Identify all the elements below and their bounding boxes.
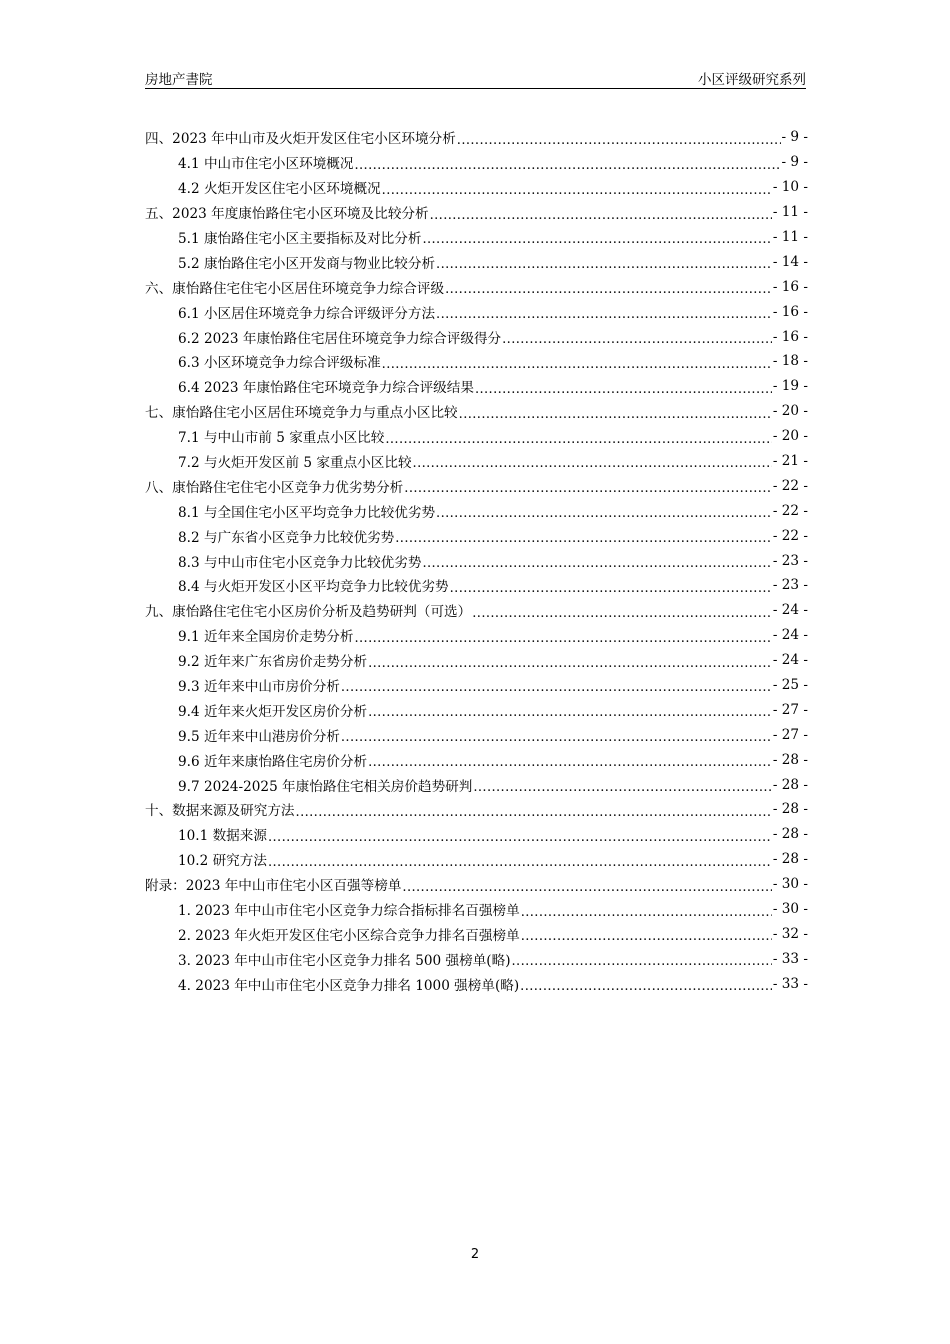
toc-entry-title: 9.6 近年来康怡路住宅房价分析	[178, 753, 368, 770]
toc-dot-leader	[445, 283, 772, 299]
toc-entry[interactable]	[145, 399, 808, 424]
toc-subentry[interactable]	[145, 150, 808, 175]
toc-subentry[interactable]	[145, 299, 808, 324]
toc-page-number: - 28 -	[772, 801, 808, 818]
toc-dot-leader	[382, 358, 772, 374]
toc-page-number: - 9 -	[781, 129, 808, 146]
toc-page-number: - 24 -	[772, 602, 808, 619]
toc-entry-title: 4.2 火炬开发区住宅小区环境概况	[178, 181, 381, 198]
toc-subentry[interactable]	[145, 971, 808, 996]
toc-entry-title: 四、2023 年中山市及火炬开发区住宅小区环境分析	[145, 131, 456, 148]
toc-subentry[interactable]	[145, 747, 808, 772]
toc-entry[interactable]	[145, 473, 808, 498]
toc-dot-leader	[512, 955, 772, 971]
toc-page-number: - 22 -	[772, 477, 808, 494]
toc-dot-leader	[436, 308, 772, 324]
toc-subentry[interactable]	[145, 523, 808, 548]
toc-dot-leader	[341, 681, 772, 697]
toc-page-number: - 19 -	[772, 378, 808, 395]
toc-entry-title: 3. 2023 年中山市住宅小区竞争力排名 500 强榜单(略)	[178, 952, 511, 969]
toc-dot-leader	[368, 706, 772, 722]
toc-subentry[interactable]	[145, 772, 808, 797]
toc-entry-title: 九、康怡路住宅住宅小区房价分析及趋势研判（可选）	[145, 604, 472, 621]
header-left-title: 房地产書院	[145, 72, 213, 88]
toc-dot-leader	[341, 731, 772, 747]
toc-dot-leader	[436, 258, 772, 274]
table-of-contents	[145, 125, 808, 996]
toc-dot-leader	[268, 831, 772, 847]
toc-dot-leader	[422, 233, 771, 249]
toc-subentry[interactable]	[145, 498, 808, 523]
toc-subentry[interactable]	[145, 374, 808, 399]
toc-page-number: - 28 -	[772, 776, 808, 793]
toc-dot-leader	[354, 632, 771, 648]
toc-entry-title: 9.4 近年来火炬开发区房价分析	[178, 703, 368, 720]
toc-subentry[interactable]	[145, 424, 808, 449]
toc-entry[interactable]	[145, 797, 808, 822]
toc-entry-title: 附录：2023 年中山市住宅小区百强等榜单	[145, 878, 402, 895]
toc-dot-leader	[520, 980, 772, 996]
toc-page-number: - 11 -	[772, 204, 808, 221]
toc-entry-title: 9.5 近年来中山港房价分析	[178, 728, 340, 745]
toc-entry-title: 8.4 与火炬开发区小区平均竞争力比较优劣势	[178, 579, 449, 596]
toc-dot-leader	[422, 557, 771, 573]
toc-page-number: - 23 -	[772, 577, 808, 594]
toc-dot-leader	[430, 209, 772, 225]
toc-dot-leader	[368, 657, 772, 673]
toc-entry-title: 七、康怡路住宅小区居住环境竞争力与重点小区比较	[145, 405, 458, 422]
toc-subentry[interactable]	[145, 847, 808, 872]
toc-dot-leader	[404, 482, 772, 498]
toc-dot-leader	[268, 856, 772, 872]
toc-subentry[interactable]	[145, 673, 808, 698]
toc-page-number: - 33 -	[772, 975, 808, 992]
toc-entry-title: 10.1 数据来源	[178, 828, 267, 845]
toc-subentry[interactable]	[145, 722, 808, 747]
toc-entry-title: 五、2023 年度康怡路住宅小区环境及比较分析	[145, 206, 429, 223]
toc-entry-title: 8.2 与广东省小区竞争力比较优劣势	[178, 529, 395, 546]
toc-entry-title: 8.1 与全国住宅小区平均竞争力比较优劣势	[178, 504, 436, 521]
toc-dot-leader	[502, 333, 772, 349]
toc-entry-title: 4.1 中山市住宅小区环境概况	[178, 156, 354, 173]
toc-dot-leader	[395, 532, 772, 548]
toc-subentry[interactable]	[145, 349, 808, 374]
toc-dot-leader	[521, 930, 772, 946]
toc-entry[interactable]	[145, 200, 808, 225]
toc-dot-leader	[459, 408, 772, 424]
toc-dot-leader	[450, 582, 772, 598]
toc-page-number: - 22 -	[772, 527, 808, 544]
toc-page-number: - 24 -	[772, 627, 808, 644]
toc-page-number: - 20 -	[772, 428, 808, 445]
toc-dot-leader	[413, 457, 772, 473]
toc-page-number: - 25 -	[772, 677, 808, 694]
toc-dot-leader	[368, 756, 772, 772]
toc-page-number: - 30 -	[772, 901, 808, 918]
toc-entry-title: 八、康怡路住宅住宅小区竞争力优劣势分析	[145, 479, 404, 496]
toc-subentry[interactable]	[145, 175, 808, 200]
toc-page-number: - 18 -	[772, 353, 808, 370]
toc-page-number: - 30 -	[772, 876, 808, 893]
toc-entry-title: 5.2 康怡路住宅小区开发商与物业比较分析	[178, 255, 436, 272]
toc-page-number: - 23 -	[772, 552, 808, 569]
toc-subentry[interactable]	[145, 822, 808, 847]
toc-page-number: - 16 -	[772, 303, 808, 320]
toc-page-number: - 24 -	[772, 652, 808, 669]
toc-page-number: - 27 -	[772, 701, 808, 718]
toc-entry-title: 十、数据来源及研究方法	[145, 803, 295, 820]
toc-entry-title: 6.4 2023 年康怡路住宅环境竞争力综合评级结果	[178, 380, 474, 397]
toc-dot-leader	[436, 507, 772, 523]
toc-entry-title: 5.1 康怡路住宅小区主要指标及对比分析	[178, 231, 422, 247]
toc-page-number: - 9 -	[781, 154, 808, 171]
toc-page-number: - 16 -	[772, 328, 808, 345]
toc-entry-title: 9.1 近年来全国房价走势分析	[178, 629, 354, 646]
toc-subentry[interactable]	[145, 648, 808, 673]
toc-entry-title: 8.3 与中山市住宅小区竞争力比较优劣势	[178, 554, 422, 571]
toc-subentry[interactable]	[145, 697, 808, 722]
toc-dot-leader	[473, 781, 772, 797]
toc-entry-title: 9.7 2024-2025 年康怡路住宅相关房价趋势研判	[178, 778, 473, 795]
toc-entry-title: 10.2 研究方法	[178, 853, 267, 870]
toc-subentry[interactable]	[145, 548, 808, 573]
toc-dot-leader	[354, 159, 780, 175]
toc-dot-leader	[402, 881, 771, 897]
toc-entry-title: 7.2 与火炬开发区前 5 家重点小区比较	[178, 455, 412, 472]
toc-entry-title: 9.2 近年来广东省房价走势分析	[178, 654, 368, 671]
toc-page-number: - 10 -	[772, 179, 808, 196]
toc-entry-title: 4. 2023 年中山市住宅小区竞争力排名 1000 强榜单(略)	[178, 977, 520, 994]
toc-page-number: - 28 -	[772, 751, 808, 768]
toc-page-number: - 20 -	[772, 403, 808, 420]
toc-page-number: - 32 -	[772, 925, 808, 942]
toc-dot-leader	[296, 806, 772, 822]
toc-subentry[interactable]	[145, 324, 808, 349]
toc-dot-leader	[475, 383, 772, 399]
toc-subentry[interactable]	[145, 449, 808, 474]
toc-page-number: - 11 -	[772, 229, 808, 245]
toc-dot-leader	[385, 433, 772, 449]
toc-entry-title: 1. 2023 年中山市住宅小区竞争力综合指标排名百强榜单	[178, 903, 520, 920]
toc-page-number: - 16 -	[772, 278, 808, 295]
toc-subentry[interactable]	[145, 623, 808, 648]
toc-page-number: - 14 -	[772, 253, 808, 270]
toc-subentry[interactable]	[145, 922, 808, 947]
toc-page-number: - 28 -	[772, 826, 808, 843]
toc-entry[interactable]	[145, 125, 808, 150]
toc-subentry[interactable]	[145, 573, 808, 598]
page-header	[145, 66, 806, 89]
toc-subentry[interactable]	[145, 897, 808, 922]
toc-entry[interactable]	[145, 872, 808, 897]
toc-dot-leader	[521, 906, 772, 922]
toc-page-number: - 21 -	[772, 453, 808, 470]
toc-page-number: - 22 -	[772, 502, 808, 519]
toc-entry-title: 6.1 小区居住环境竞争力综合评级评分方法	[178, 305, 436, 322]
toc-page-number: - 33 -	[772, 950, 808, 967]
page-number: 2	[470, 1247, 480, 1262]
toc-entry-title: 9.3 近年来中山市房价分析	[178, 679, 340, 696]
toc-entry-title: 6.3 小区环境竞争力综合评级标准	[178, 355, 381, 372]
header-right-title: 小区评级研究系列	[698, 72, 806, 88]
toc-dot-leader	[472, 607, 772, 623]
toc-entry-title: 2. 2023 年火炬开发区住宅小区综合竞争力排名百强榜单	[178, 927, 520, 944]
toc-dot-leader	[382, 184, 772, 200]
toc-entry[interactable]	[145, 598, 808, 623]
toc-entry-title: 7.1 与中山市前 5 家重点小区比较	[178, 430, 385, 447]
toc-entry-title: 6.2 2023 年康怡路住宅居住环境竞争力综合评级得分	[178, 330, 502, 347]
toc-entry[interactable]	[145, 274, 808, 299]
toc-subentry[interactable]	[145, 946, 808, 971]
toc-dot-leader	[457, 134, 781, 150]
toc-page-number: - 27 -	[772, 726, 808, 743]
toc-subentry[interactable]	[145, 225, 808, 250]
toc-entry-title: 六、康怡路住宅住宅小区居住环境竞争力综合评级	[145, 280, 445, 297]
toc-subentry[interactable]	[145, 249, 808, 274]
toc-page-number: - 28 -	[772, 851, 808, 868]
